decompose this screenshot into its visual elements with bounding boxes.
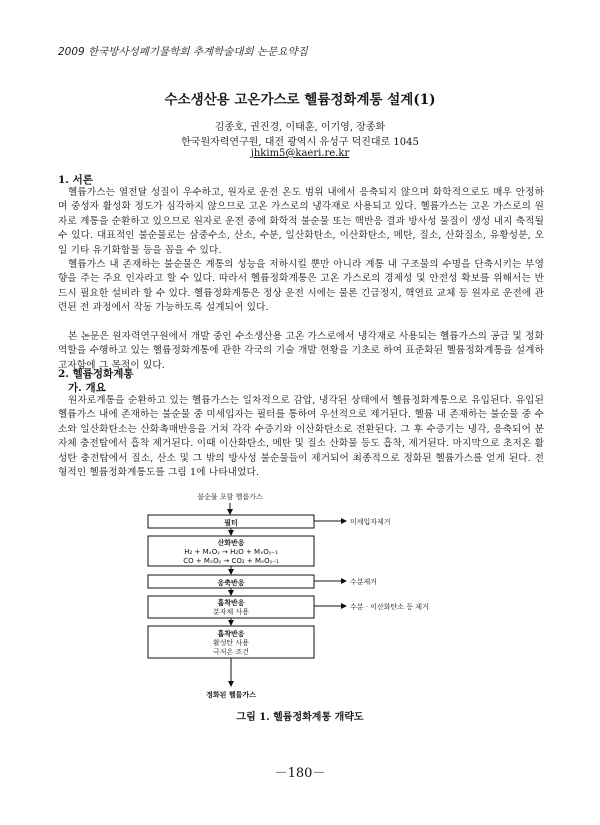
- section-1-paragraph: 헬륨가스 내 존재하는 불순물은 계통의 성능을 저하시킬 뿐만 아니라 계통 내 구조물의 수명을 단축시키는 부영향을 주는 주요 인자라고 할 수 있다. 따라서 헬륨정화계통은 고온 가스로의 경제성 및 안전성 확보를 위해서는 반드시 필요한 설비라 할 수 있다. 헬륨정화계통은 정상 운전 시에는 물론 긴급정지, 핵연료 교체 등 원자로 운전에 관련된 전 과정에서 작동 가능하도록 설계되어 있다.: [58, 259, 544, 314]
- section-2-subheading: 가. 개요: [68, 382, 106, 394]
- section-2-paragraph: 원자로계통을 순환하고 있는 헬륨가스는 일차적으로 감압, 냉각된 상태에서 헬륨정화계통으로 유입된다. 유입된 헬륨가스 내에 존재하는 불순물 중 미세입자는 필터를 통하여 우선적으로 제거된다. 헬륨 내 존재하는 불순물 중 수소와 일산화탄소는 산화촉매반응을 거쳐 각각 수증기와 이산화탄소로 전환된다. 그 후 수증기는 냉각, 응축되어 분자체 충전탑에서 흡착 제거된다. 이때 이산화탄소, 메탄 및 질소 산화물 등도 흡착, 제거된다. 마지막으로 초저온 활성탄 충전탑에서 질소, 산소 및 그 밖의 방사성 불순물들이 제거되어 최종적으로 정화된 헬륨가스를 얻게 된다. 전형적인 헬륨정화계통도를 그림 1에 나타내었다.: [58, 395, 544, 479]
- box-label: 응축반응: [217, 579, 245, 587]
- section-2-heading: 2. 헬륨정화계통: [58, 368, 134, 380]
- box-label: 필터: [224, 519, 238, 527]
- input-label: 불순물 포함 헬륨가스: [197, 493, 263, 501]
- paper-title: 수소생산용 고온가스로 헬륨정화계통 설계(1): [164, 92, 436, 108]
- box-label: 흡착반응: [217, 630, 245, 638]
- author-email: jhkim5@kaeri.re.kr: [250, 148, 350, 159]
- reaction-equation: CO + MₓOᵧ → CO₂ + MₓOᵧ₋₁: [183, 557, 279, 565]
- box-label: 산화반응: [217, 539, 245, 547]
- removal-label: 수분제거: [350, 578, 378, 586]
- page-number: －180－: [274, 766, 326, 781]
- author-list: 김종호, 권진경, 이태훈, 이기영, 장종화: [214, 122, 386, 133]
- box-label: 극저온 조건: [212, 648, 250, 656]
- figure-caption: 그림 1. 헬륨정화계통 개략도: [236, 712, 364, 723]
- reaction-equation: H₂ + MₓOᵧ → H₂O + MₓOᵧ₋₁: [184, 548, 278, 556]
- output-label: 정화된 헬륨가스: [206, 691, 256, 699]
- affiliation: 한국원자력연구원, 대전 광역시 유성구 덕진대로 1045: [181, 137, 419, 148]
- section-1-heading: 1. 서론: [58, 174, 93, 186]
- box-label: 흡착반응: [217, 599, 245, 607]
- box-label: 활성탄 사용: [212, 639, 250, 647]
- section-1-paragraph: 헬륨가스는 열전달 성질이 우수하고, 원자로 운전 온도 범위 내에서 응축되지 않으며 화학적으로도 매우 안정하며 중성자 활성화 정도가 심각하지 않으므로 고온 가스로의 냉각재로 사용되고 있다. 헬륨가스는 고온 가스로의 원자로 계통을 순환하고 있으므로 원자로 운전 중에 화학적 불순물 또는 핵반응 결과 방사성 물질이 생성 내지 축적될 수 있다. 대표적인 불순물로는 삼중수소, 산소, 수분, 일산화탄소, 이산화탄소, 메탄, 질소, 산화질소, 유황성분, 오일 기타 유기화합물 등을 꼽을 수 있다.: [58, 187, 544, 256]
- section-1-paragraph: 본 논문은 원자력연구원에서 개발 중인 수소생산용 고온 가스로에서 냉각재로 사용되는 헬륨가스의 공급 및 정화 역할을 수행하고 있는 헬륨정화계통에 관한 각국의 기술 개발 현황을 기초로 하여 표준화된 헬륨정화계통을 설계하고자함에 그 목적이 있다.: [58, 331, 544, 371]
- removal-label: 미세입자제거: [350, 518, 391, 526]
- removal-label: 수분 · 이산화탄소 등 제거: [350, 603, 429, 611]
- box-label: 분자체 사용: [212, 608, 250, 616]
- conference-header: 2009 한국방사성폐기물학회 추계학술대회 논문요약집: [58, 46, 308, 58]
